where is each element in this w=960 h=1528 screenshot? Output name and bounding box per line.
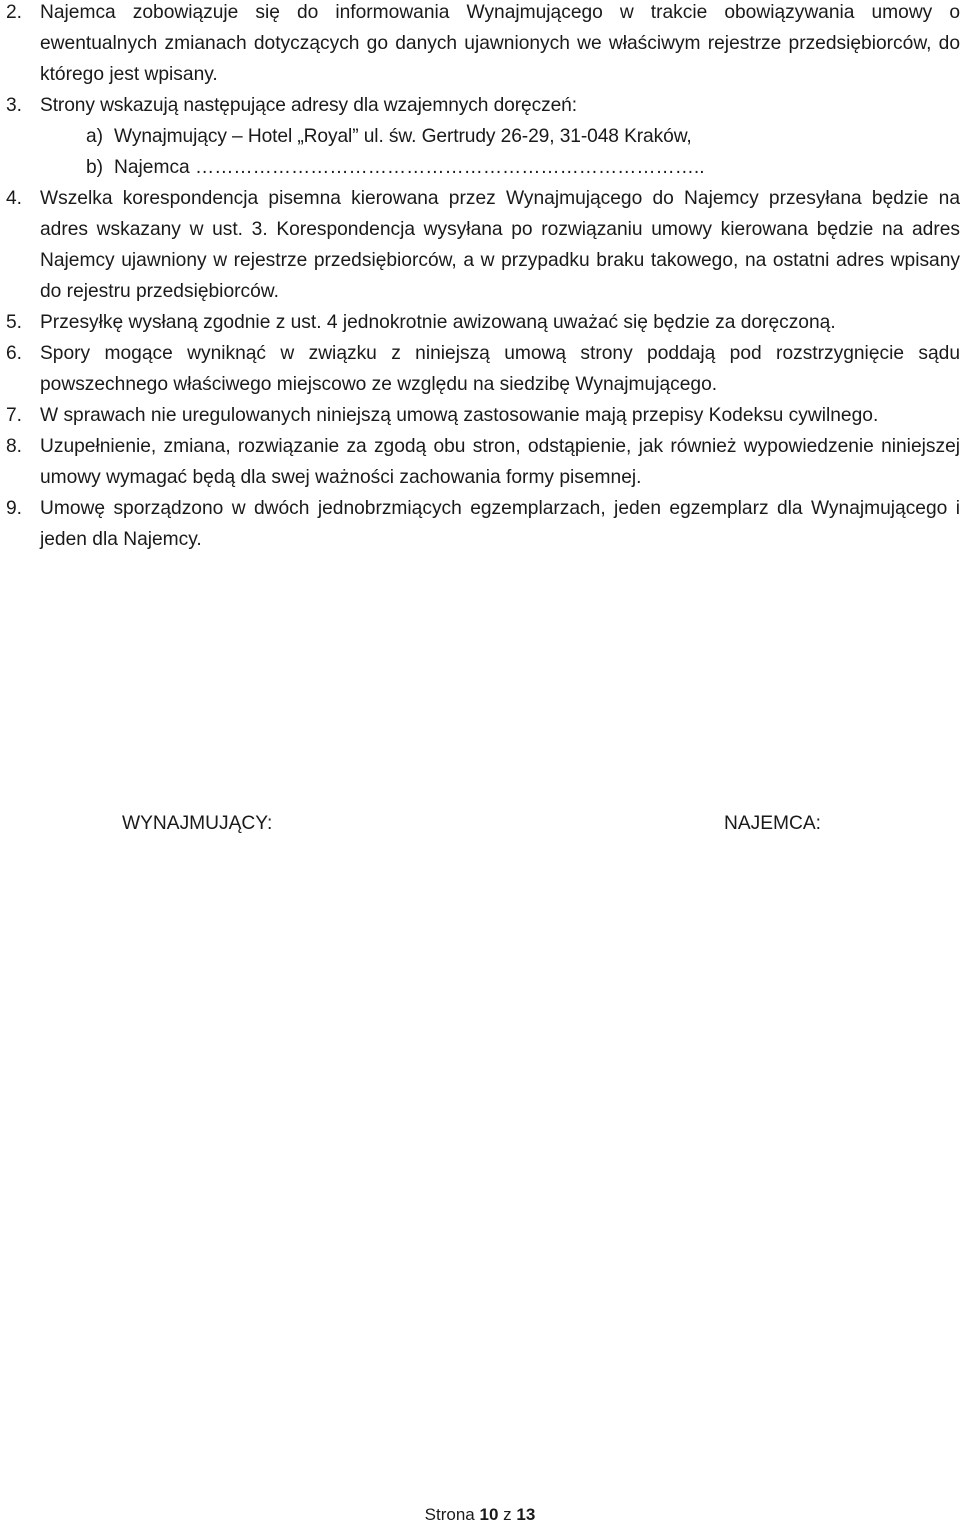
clause-8 — [0, 431, 960, 493]
clause-number: 2. — [6, 2, 23, 23]
clause-text: Wszelka korespondencja pisemna kierowana przez Wynajmującego do Najemcy przesyłana będzie na adres wskazany w ust. 3. Korespondencja wysyłana po rozwiązaniu umowy kierowana będzie na adres Najemcy ujawniony w rejestrze przedsiębiorców, a w przypadku braku takowego, na ostatni adres wpisany do rejestru przedsiębiorców. — [40, 188, 960, 302]
sub-label: a) — [86, 126, 103, 147]
clause-number: 6. — [6, 343, 23, 364]
clause-number: 7. — [6, 405, 23, 426]
landlord-signature-label: WYNAJMUJĄCY: — [122, 813, 273, 834]
current-page-number: 10 — [479, 1505, 499, 1524]
clause-text: Najemca zobowiązuje się do informowania Wynajmującego w trakcie obowiązywania umowy o ewentualnych zmianach dotyczących go danych ujawnionych we właściwym rejestrze przedsiębiorców, do którego jest wpisany. — [40, 2, 960, 85]
page-number-prefix: Strona — [424, 1505, 475, 1524]
clause-2 — [0, 0, 960, 90]
sub-label: b) — [86, 157, 104, 178]
clause-3-sub-b — [0, 152, 960, 183]
sub-text: Najemca …………………………………………………………………….. — [114, 157, 705, 178]
clause-number: 3. — [6, 95, 22, 116]
clause-6 — [0, 338, 960, 400]
clause-number: 8. — [6, 436, 23, 457]
page-number-separator: z — [503, 1505, 512, 1524]
clause-5 — [0, 307, 960, 338]
clause-number: 5. — [6, 312, 23, 333]
contract-clauses — [0, 0, 960, 555]
clause-number: 9. — [6, 498, 23, 519]
clause-4 — [0, 183, 960, 307]
clause-9 — [0, 493, 960, 555]
clause-text: Spory mogące wyniknąć w związku z niniejszą umową strony poddają pod rozstrzygnięcie sądu powszechnego właściwego miejscowo ze względu na siedzibę Wynajmującego. — [40, 343, 960, 395]
page-footer — [0, 1504, 960, 1526]
clause-text: Umowę sporządzono w dwóch jednobrzmiących egzemplarzach, jeden egzemplarz dla Wynajmującego i jeden dla Najemcy. — [40, 498, 960, 550]
tenant-signature-label: NAJEMCA: — [724, 813, 822, 834]
total-page-count: 13 — [516, 1505, 536, 1524]
clause-text: Przesyłkę wysłaną zgodnie z ust. 4 jednokrotnie awizowaną uważać się będzie za doręczoną. — [40, 312, 836, 333]
sub-text: Wynajmujący – Hotel „Royal” ul. św. Gertrudy 26-29, 31-048 Kraków, — [114, 126, 692, 147]
clause-3-sub-a — [0, 121, 960, 152]
clause-number: 4. — [6, 188, 23, 209]
clause-3 — [0, 90, 960, 121]
clause-text: Strony wskazują następujące adresy dla wzajemnych doręczeń: — [40, 95, 577, 116]
clause-text: W sprawach nie uregulowanych niniejszą umową zastosowanie mają przepisy Kodeksu cywilnego. — [40, 405, 879, 426]
signature-section — [0, 808, 960, 840]
clause-7 — [0, 400, 960, 431]
clause-text: Uzupełnienie, zmiana, rozwiązanie za zgodą obu stron, odstąpienie, jak również wypowiedzenie niniejszej umowy wymagać będą dla swej ważności zachowania formy pisemnej. — [40, 436, 960, 488]
